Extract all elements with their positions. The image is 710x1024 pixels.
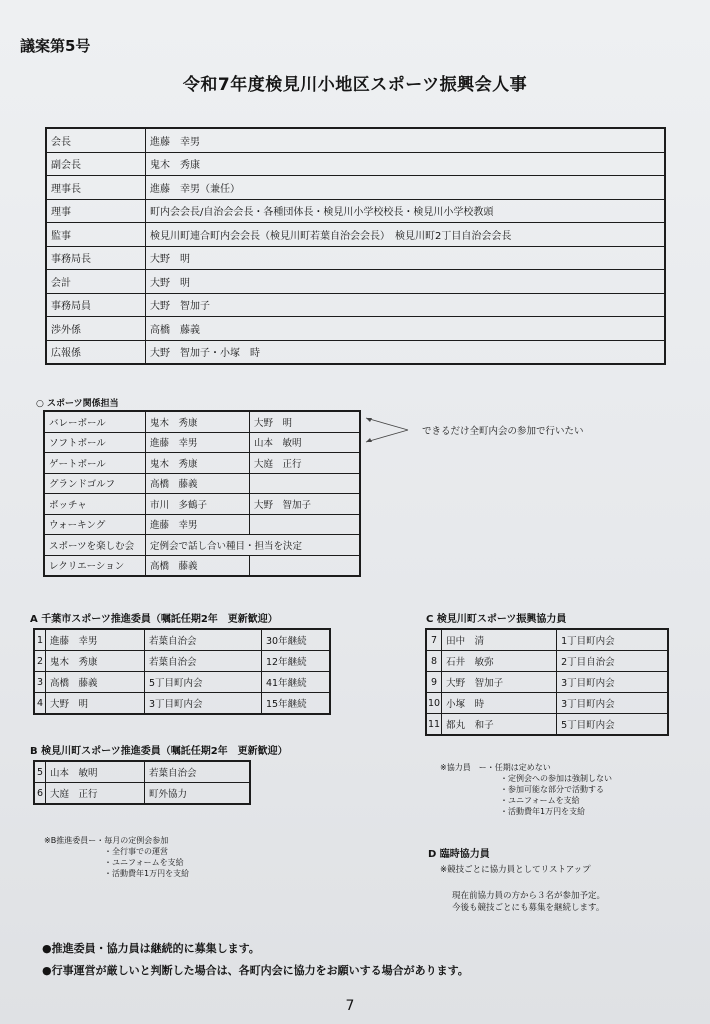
sport-row (44, 473, 360, 494)
section-a-row (34, 629, 330, 651)
officer-role: 監事 (46, 223, 146, 247)
note-line: ・ユニフォームを支給 (104, 858, 184, 867)
sport-name: ウォーキング (44, 514, 146, 535)
sports-heading: ○ スポーツ関係担当 (36, 399, 119, 409)
sport-name: ゲートボール (44, 453, 146, 474)
sport-person: 山本 敏明 (250, 432, 361, 453)
sport-person: 市川 多鶴子 (146, 494, 250, 515)
officer-value: 大野 明 (146, 270, 666, 294)
sport-person: 進藤 幸男 (146, 432, 250, 453)
officer-row (46, 128, 665, 152)
member-org: 3丁目町内会 (145, 693, 262, 715)
bracket-arrow-icon (360, 412, 420, 452)
row-number: 1 (34, 629, 46, 651)
sports-table (43, 410, 361, 577)
member-term: 41年継続 (262, 672, 331, 693)
member-org: 町外協力 (145, 783, 251, 805)
member-name: 大野 智加子 (442, 672, 557, 693)
row-number: 10 (426, 693, 442, 714)
section-d-line: 現在前協力員の方から３名が参加予定。 (452, 891, 606, 901)
section-b-notes (44, 835, 189, 879)
member-name: 高橋 藤義 (46, 672, 145, 693)
section-b-heading: B 検見川町スポーツ推進委員（嘱託任期2年 更新歓迎） (30, 746, 288, 757)
sport-row (44, 535, 360, 556)
officer-value: 大野 智加子 (146, 293, 666, 317)
page-number: 7 (345, 998, 355, 1014)
section-d-line: 今後も競技ごとにも募集を継続します。 (452, 903, 605, 913)
sport-person: 鬼木 秀康 (146, 411, 250, 432)
row-number: 4 (34, 693, 46, 715)
officer-value: 高橋 藤義 (146, 317, 666, 341)
member-name: 進藤 幸男 (46, 629, 145, 651)
sport-row (44, 514, 360, 535)
sport-person: 大庭 正行 (250, 453, 361, 474)
section-b-table (33, 760, 251, 805)
member-org: 3丁目町内会 (557, 672, 668, 693)
member-term: 12年継続 (262, 651, 331, 672)
officer-value: 町内会会長/自治会会長・各種団体長・検見川小学校校長・検見川小学校教頭 (146, 199, 666, 223)
section-c-row (426, 693, 668, 714)
sport-person: 定例会で話し合い種目・担当を決定 (146, 535, 361, 556)
sport-person: 高橋 藤義 (146, 473, 250, 494)
note-line: ・活動費年1万円を支給 (104, 869, 190, 878)
section-c-notes (440, 762, 612, 817)
note-line: ※B推進委員ー・毎月の定例会参加 (44, 836, 169, 845)
row-number: 2 (34, 651, 46, 672)
sport-person: 進藤 幸男 (146, 514, 250, 535)
section-b-row (34, 783, 250, 805)
officer-role: 事務局長 (46, 246, 146, 270)
section-a-heading: A 千葉市スポーツ推進委員（嘱託任期2年 更新歓迎） (30, 614, 278, 625)
row-number: 5 (34, 761, 46, 783)
note-line: ※協力員 ー・任期は定めない (440, 763, 551, 772)
sport-name: ソフトボール (44, 432, 146, 453)
note-line: ・活動費年1万円を支給 (500, 807, 586, 816)
section-c-row (426, 629, 668, 651)
motion-number: 議案第5号 (20, 37, 91, 55)
officer-row (46, 199, 665, 223)
officer-value: 大野 明 (146, 246, 666, 270)
row-number: 6 (34, 783, 46, 805)
member-name: 大野 明 (46, 693, 145, 715)
sport-name: ボッチャ (44, 494, 146, 515)
sport-person (250, 473, 361, 494)
row-number: 3 (34, 672, 46, 693)
sport-person: 大野 明 (250, 411, 361, 432)
sport-person: 高橋 藤義 (146, 555, 250, 576)
sport-person (250, 555, 361, 576)
sport-name: グランドゴルフ (44, 473, 146, 494)
member-org: 若葉自治会 (145, 651, 262, 672)
member-name: 山本 敏明 (46, 761, 145, 783)
sport-person (250, 514, 361, 535)
row-number: 7 (426, 629, 442, 651)
officer-role: 事務局員 (46, 293, 146, 317)
sport-person: 大野 智加子 (250, 494, 361, 515)
sport-row (44, 555, 360, 576)
sport-row (44, 432, 360, 453)
officer-role: 広報係 (46, 340, 146, 364)
member-org: 3丁目町内会 (557, 693, 668, 714)
sport-name: レクリエーション (44, 555, 146, 576)
member-org: 5丁目町内会 (145, 672, 262, 693)
sport-row (44, 411, 360, 432)
row-number: 9 (426, 672, 442, 693)
officer-value: 大野 智加子・小塚 時 (146, 340, 666, 364)
officer-row (46, 223, 665, 247)
row-number: 11 (426, 714, 442, 736)
officer-row (46, 340, 665, 364)
officer-row (46, 176, 665, 200)
officer-row (46, 152, 665, 176)
member-name: 田中 清 (442, 629, 557, 651)
section-c-row (426, 672, 668, 693)
officer-role: 会計 (46, 270, 146, 294)
member-name: 鬼木 秀康 (46, 651, 145, 672)
member-name: 都丸 和子 (442, 714, 557, 736)
officer-row (46, 270, 665, 294)
member-org: 5丁目町内会 (557, 714, 668, 736)
officers-table (45, 127, 666, 365)
member-term: 30年継続 (262, 629, 331, 651)
sport-row (44, 453, 360, 474)
note-line: ・全行事での運営 (104, 847, 168, 856)
member-org: 1丁目町内会 (557, 629, 668, 651)
sports-note: できるだけ全町内会の参加で行いたい (422, 426, 584, 437)
officer-value: 進藤 幸男 (146, 128, 666, 152)
note-line: ・参加可能な部分で活動する (500, 785, 604, 794)
section-c-row (426, 714, 668, 736)
member-org: 2丁目自治会 (557, 651, 668, 672)
section-c-heading: C 検見川町スポーツ振興協力員 (426, 614, 567, 625)
page-title: 令和7年度検見川小地区スポーツ振興会人事 (182, 75, 528, 95)
section-a-row (34, 693, 330, 715)
sport-person: 鬼木 秀康 (146, 453, 250, 474)
officer-role: 渉外係 (46, 317, 146, 341)
section-a-row (34, 651, 330, 672)
officer-role: 理事長 (46, 176, 146, 200)
member-org: 若葉自治会 (145, 761, 251, 783)
section-d-heading: D 臨時協力員 (428, 849, 490, 860)
officer-role: 副会長 (46, 152, 146, 176)
section-c-table (425, 628, 669, 736)
officer-row (46, 246, 665, 270)
row-number: 8 (426, 651, 442, 672)
officer-value: 進藤 幸男（兼任） (146, 176, 666, 200)
footer-note: ●行事運営が厳しいと判断した場合は、各町内会に協力をお願いする場合があります。 (42, 964, 469, 977)
officer-value: 検見川町連合町内会会長（検見川町若葉自治会会長） 検見川町2丁目自治会会長 (146, 223, 666, 247)
note-line: ・定例会への参加は強制しない (500, 774, 612, 783)
officer-value: 鬼木 秀康 (146, 152, 666, 176)
section-b-row (34, 761, 250, 783)
member-term: 15年継続 (262, 693, 331, 715)
section-c-row (426, 651, 668, 672)
note-line: ・ユニフォームを支給 (500, 796, 580, 805)
section-a-row (34, 672, 330, 693)
officer-row (46, 317, 665, 341)
member-org: 若葉自治会 (145, 629, 262, 651)
member-name: 大庭 正行 (46, 783, 145, 805)
officer-role: 会長 (46, 128, 146, 152)
sport-name: スポーツを楽しむ会 (44, 535, 146, 556)
member-name: 石井 敏弥 (442, 651, 557, 672)
officer-row (46, 293, 665, 317)
officer-role: 理事 (46, 199, 146, 223)
member-name: 小塚 時 (442, 693, 557, 714)
section-d-line: ※競技ごとに協力員としてリストアップ (440, 865, 591, 875)
footer-note: ●推進委員・協力員は継続的に募集します。 (42, 942, 260, 955)
sport-name: バレーボール (44, 411, 146, 432)
section-a-table (33, 628, 331, 715)
sport-row (44, 494, 360, 515)
